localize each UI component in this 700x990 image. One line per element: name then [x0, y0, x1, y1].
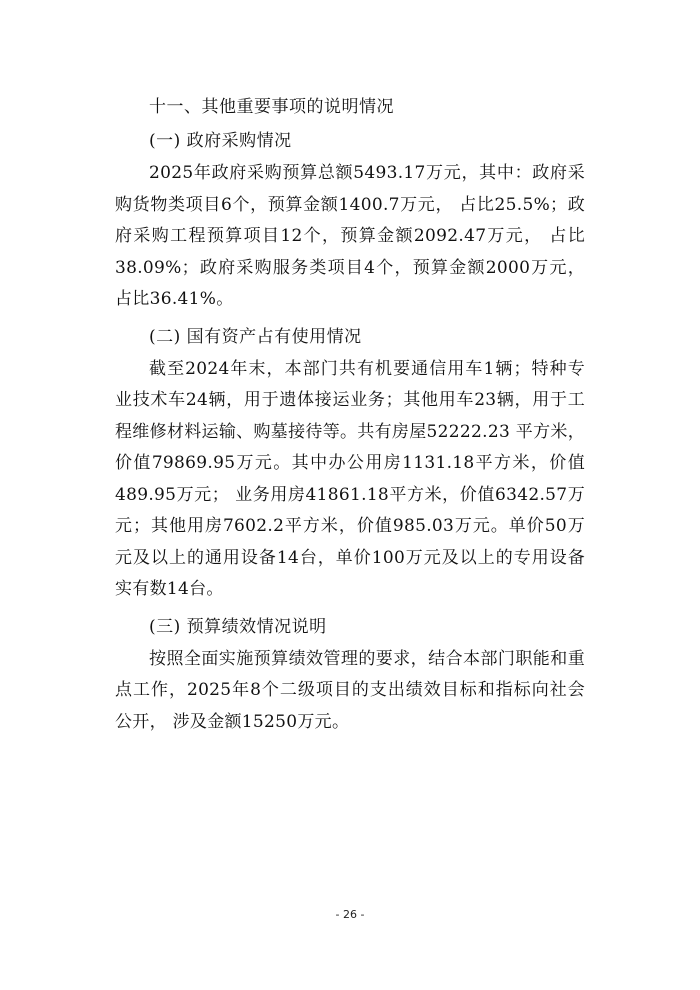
paragraph-performance: 按照全面实施预算绩效管理的要求，结合本部门职能和重点工作，2025年8个二级项目的支出绩效目标和指标向社会公开， 涉及金额15250万元。 — [115, 648, 585, 732]
subsection-title-assets: (二) 国有资产占有使用情况 — [149, 326, 362, 347]
paragraph-procurement: 2025年政府采购预算总额5493.17万元，其中：政府采购货物类项目6个，预算金额1400.7万元， 占比25.5%；政府采购工程预算项目12个，预算金额2092.47万元， 占比38.09%；政府采购服务类项目4个，预算金额2000万元， 占比36.41%。 — [115, 163, 585, 309]
section-title: 十一、其他重要事项的说明情况 — [149, 97, 394, 117]
paragraph-assets: 截至2024年末，本部门共有机要通信用车1辆；特种专业技术车24辆，用于遗体接运业务；其他用车23辆，用于工程维修材料运输、购墓接待等。共有房屋52222.23 平方米，价值79869.95万元。其中办公用房1131.18平方米，价值489.95万元； 业务用房41861.18平方米，价值6342.57万元；其他用房7602.2平方米，价值985.03万元。单价50万元及以上的通用设备14台，单价100万元及以上的专用设备实有数14台。 — [115, 358, 585, 599]
subsection-title-performance: (三) 预算绩效情况说明 — [149, 616, 327, 637]
page-content — [115, 90, 585, 742]
subsection-title-procurement: (一) 政府采购情况 — [149, 131, 292, 151]
page-number: - 26 - — [335, 908, 365, 921]
